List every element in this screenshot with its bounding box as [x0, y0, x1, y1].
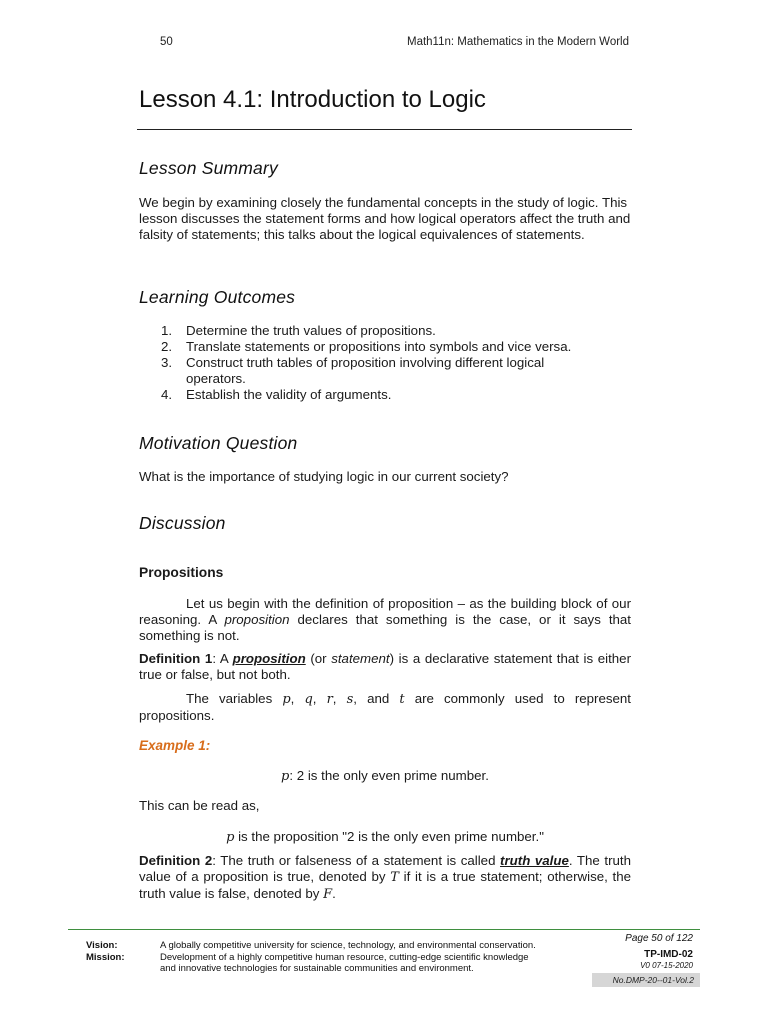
mission-label: Mission:	[86, 952, 125, 963]
lesson-summary-heading: Lesson Summary	[139, 158, 278, 178]
proposition-term: proposition	[232, 651, 306, 666]
list-item-text: Translate statements or propositions into symbols and vice versa.	[186, 339, 572, 354]
motivation-heading: Motivation Question	[139, 433, 298, 453]
list-item	[139, 339, 631, 355]
motivation-text: What is the importance of studying logic in our current society?	[139, 469, 509, 484]
list-item-number: 4.	[161, 387, 173, 402]
truth-value-term: truth value	[500, 853, 569, 868]
list-item	[139, 387, 631, 403]
document-number-badge: No.DMP-20--01-Vol.2	[592, 973, 700, 987]
read-as-statement: p is the proposition "2 is the only even prime number."	[226, 829, 544, 845]
list-item-number: 2.	[161, 339, 173, 354]
example-1-label: Example 1:	[139, 738, 211, 753]
mission-text-line-2: and innovative technologies for sustainable communities and environment.	[160, 963, 474, 974]
vision-label: Vision:	[86, 940, 118, 951]
list-item-text: Establish the validity of arguments.	[186, 387, 392, 402]
page-of: Page 50 of 122	[625, 933, 693, 944]
page-number: 50	[160, 36, 173, 48]
footer-divider	[68, 929, 700, 930]
list-item-number: 3.	[161, 355, 173, 370]
definition-2-label: Definition 2	[139, 853, 213, 868]
definition-1-label: Definition 1	[139, 651, 213, 666]
list-item-text: Determine the truth values of propositions.	[186, 323, 436, 338]
read-as-text: This can be read as,	[139, 798, 260, 813]
version: V0 07-15-2020	[640, 961, 693, 970]
lesson-title: Lesson 4.1: Introduction to Logic	[139, 86, 486, 113]
learning-outcomes-heading: Learning Outcomes	[139, 287, 296, 307]
lesson-summary-text: We begin by examining closely the fundamental concepts in the study of logic. This lesson discusses the statement forms and how logical operators affect the truth and falsity of statements; this talks about the logical equivalences of statements.	[139, 195, 631, 242]
doc-code: TP-IMD-02	[644, 949, 693, 960]
list-item-text: Construct truth tables of proposition involving different logical operators.	[186, 355, 545, 386]
propositions-subheading: Propositions	[139, 565, 224, 580]
definition-1: Definition 1: A proposition (or statement) is a declarative statement that is either true or false, but not both.	[139, 651, 632, 682]
variables-paragraph: The variables p, q, r, s, and t are commonly used to represent propositions.	[139, 691, 631, 723]
vision-text: A globally competitive university for science, technology, and environmental conservation.	[160, 940, 536, 951]
list-item-number: 1.	[161, 323, 173, 338]
discussion-heading: Discussion	[139, 513, 226, 533]
course-title: Math11n: Mathematics in the Modern World	[406, 36, 629, 48]
list-item	[139, 323, 631, 339]
mission-text-line-1: Development of a highly competitive human resource, cutting-edge scientific knowledge	[160, 952, 529, 963]
example-1-statement: p: 2 is the only even prime number.	[281, 768, 489, 784]
intro-paragraph: Let us begin with the definition of proposition – as the building block of our reasoning. A proposition declares that something is the case, or it says that something is not.	[139, 596, 631, 643]
learning-outcomes-list	[139, 323, 631, 403]
list-item	[139, 355, 631, 387]
title-divider	[137, 129, 632, 130]
definition-2: Definition 2: The truth or falseness of a statement is called truth value. The truth value of a proposition is true, denoted by T if it is a true statement; otherwise, the truth value is false, denoted by F.	[139, 853, 631, 902]
